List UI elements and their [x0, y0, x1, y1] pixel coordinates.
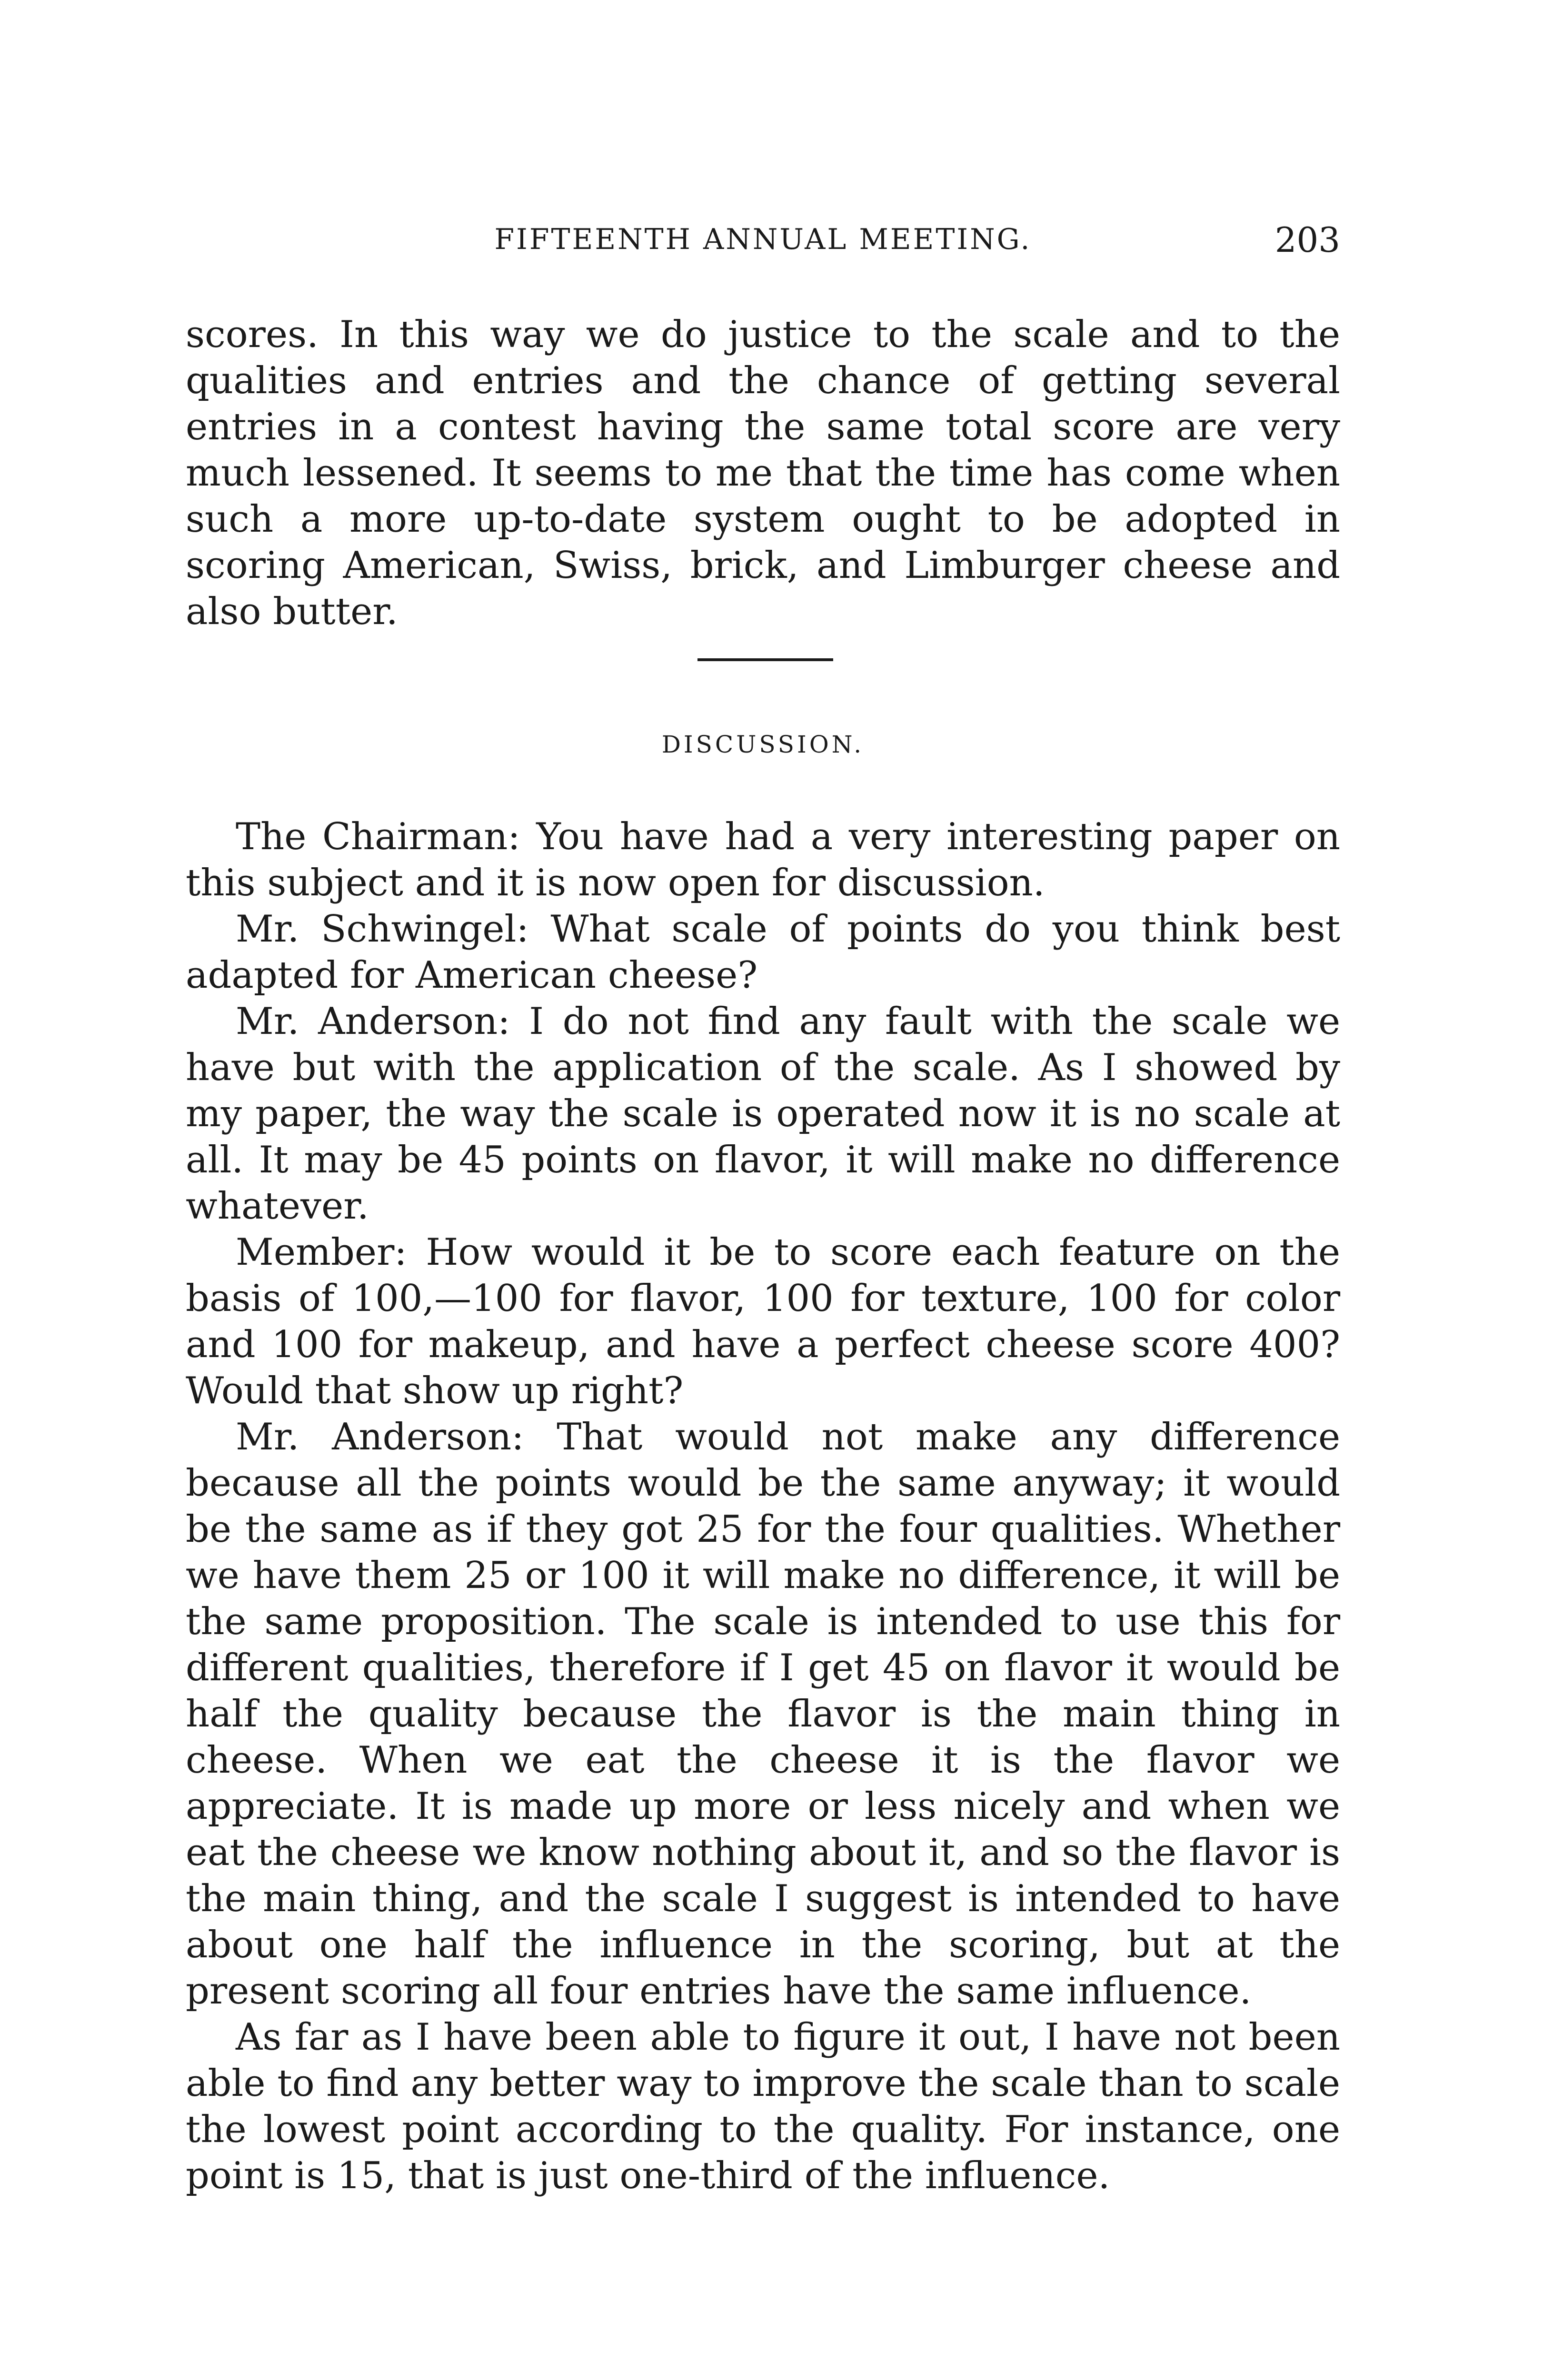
- discussion-paragraph-chairman: The Chairman: You have had a very interesting paper on this subject and it is now open for discussion.: [186, 815, 1340, 904]
- discussion-paragraph-schwingel: Mr. Schwingel: What scale of points do you think best adapted for American cheese?: [186, 908, 1340, 997]
- discussion-paragraph-anderson-1: Mr. Anderson: I do not find any fault with the scale we have but with the application of the scale. As I showed by my paper, the way the scale is operated now it is no scale at all. It may be 45 points on flavor, it will make no difference whatever.: [186, 1000, 1340, 1228]
- running-head: [186, 220, 1340, 263]
- discussion-paragraph-anderson-2: Mr. Anderson: That would not make any difference because all the points would be the same anyway; it would be the same as if they got 25 for the four qualities. Whether we have them 25 or 100 it will make no difference, it will be the same proposition. The scale is intended to use this for different qualities, therefore if I get 45 on flavor it would be half the quality because the flavor is the main thing in cheese. When we eat the cheese it is the flavor we appreciate. It is made up more or less nicely and when we eat the cheese we know nothing about it, and so the flavor is the main thing, and the scale I suggest is intended to have about one half the influence in the scoring, but at the present scoring all four entries have the same influence.: [186, 1416, 1340, 2013]
- opening-paragraph: scores. In this way we do justice to the scale and to the qualities and entries and the chance of getting several entries in a contest having the same total score are very much lessened. It seems to me that the time has come when such a more up-to-date system ought to be adopted in scoring American, Swiss, brick, and Limburger cheese and also butter.: [186, 313, 1340, 633]
- discussion-paragraph-closing: As far as I have been able to figure it out, I have not been able to find any better way to improve the scale than to scale the lowest point according to the quality. For instance, one point is 15, that is just one-third of the influence.: [186, 2016, 1340, 2197]
- page-number: 203: [1275, 220, 1340, 260]
- opening-paragraph-block: [186, 312, 1340, 635]
- running-title: FIFTEENTH ANNUAL MEETING.: [494, 223, 1032, 256]
- discussion-block: [186, 814, 1340, 2199]
- discussion-heading: DISCUSSION.: [661, 731, 865, 758]
- discussion-paragraph-member: Member: How would it be to score each feature on the basis of 100,—100 for flavor, 100 for texture, 100 for color and 100 for makeup, and have a perfect cheese score 400? Would that show up right?: [186, 1231, 1340, 1412]
- section-divider-rule: [697, 658, 833, 661]
